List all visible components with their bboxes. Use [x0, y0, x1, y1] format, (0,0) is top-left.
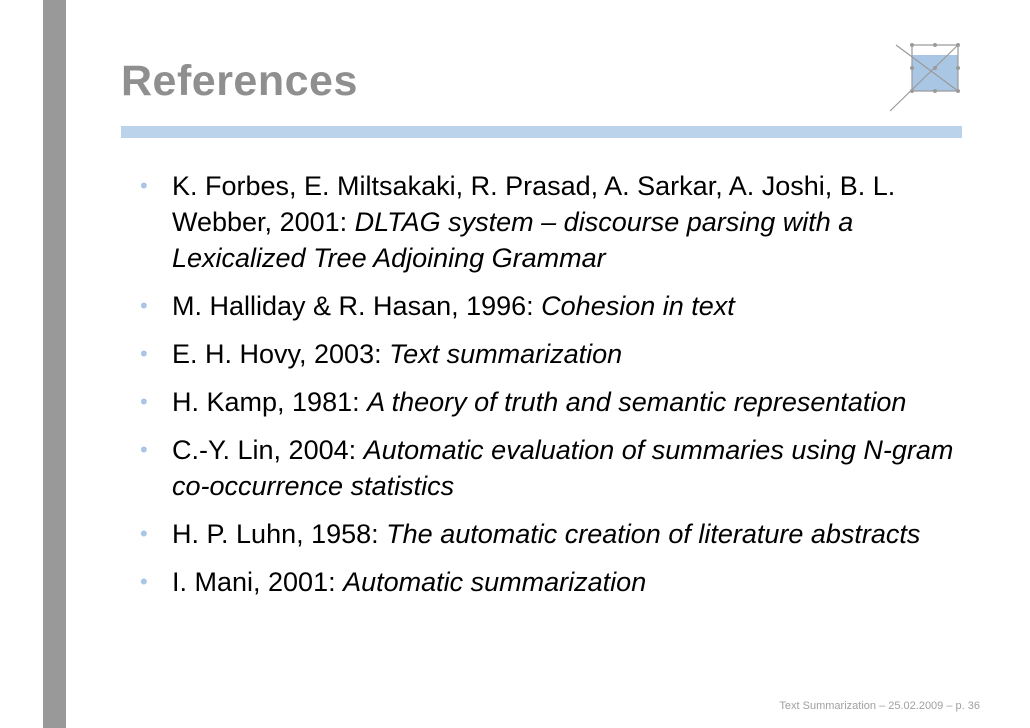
reference-authors: K. Forbes, E. Miltsakaki, R. Prasad, A. Sarkar, A. Joshi, B. L. Webber, 2001:	[172, 171, 896, 237]
reference-item	[140, 516, 980, 552]
reference-item	[140, 336, 980, 372]
bullet-icon: •	[140, 569, 148, 594]
slide-title: References	[121, 57, 358, 105]
reference-authors: H. Kamp, 1981:	[172, 387, 368, 417]
reference-title: Text summarization	[389, 339, 623, 369]
reference-authors: I. Mani, 2001:	[172, 567, 344, 597]
bullet-icon: •	[140, 521, 148, 546]
reference-authors: M. Halliday & R. Hasan, 1996:	[172, 291, 542, 321]
reference-title: Automatic summarization	[343, 567, 647, 597]
reference-authors: E. H. Hovy, 2003:	[172, 339, 390, 369]
reference-authors: H. P. Luhn, 1958:	[172, 519, 387, 549]
reference-item	[140, 432, 980, 504]
reference-title: DLTAG system – discourse parsing with a Lexicalized Tree Adjoining Grammar	[172, 207, 854, 273]
reference-title: A theory of truth and semantic representation	[367, 387, 907, 417]
bullet-icon: •	[140, 341, 148, 366]
title-rule	[121, 126, 962, 138]
reference-item	[140, 564, 980, 600]
bullet-icon: •	[140, 389, 148, 414]
reference-title: Automatic evaluation of summaries using N-gram co-occurrence statistics	[172, 435, 954, 501]
reference-item	[140, 288, 980, 324]
reference-list	[140, 168, 980, 612]
side-bar	[43, 0, 66, 728]
reference-item	[140, 384, 980, 420]
bullet-icon: •	[140, 293, 148, 318]
reference-title: The automatic creation of literature abstracts	[386, 519, 921, 549]
reference-item	[140, 168, 980, 276]
grid-logo-icon	[886, 38, 964, 116]
reference-authors: C.-Y. Lin, 2004:	[172, 435, 364, 465]
bullet-icon: •	[140, 437, 148, 462]
slide-footer: Text Summarization – 25.02.2009 – p. 36	[779, 700, 980, 712]
reference-title: Cohesion in text	[541, 291, 735, 321]
bullet-icon: •	[140, 173, 148, 198]
